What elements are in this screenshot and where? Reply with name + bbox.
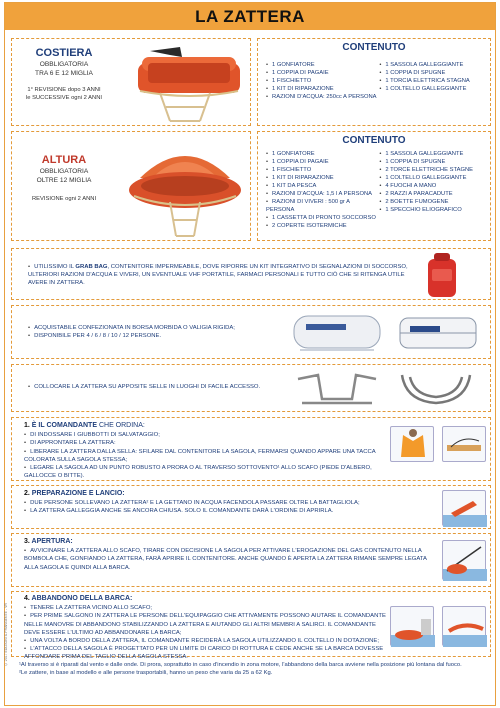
altura-contenuto-col2 [379,150,484,230]
altura-contenuto-item: • 2 TORCE ELETTRICHE STAGNE [379,166,484,174]
step4-item: • TENERE LA ZATTERA VICINO ALLO SCAFO; [24,604,390,612]
page-title: LA ZATTERA [195,6,305,26]
step4-title: ABBANDONO DELLA BARCA: [31,595,133,602]
costiera-contenuto-item: • 1 TORCIA ELETTRICA STAGNA [379,77,484,85]
altura-contenuto-item: • 1 COPPIA DI PAGAIE [266,158,379,166]
costiera-contenuto-item: • 1 COLTELLO GALLEGGIANTE [379,85,484,93]
selle-box [11,364,491,412]
step4-list [24,604,390,661]
costiera-contenuto-item: • RAZIONI D'ACQUA: 250cc A PERSONA [266,93,379,101]
altura-contenuto-item: • 1 SPECCHIO ELIOGRAFICO [379,206,484,214]
grab-bag-icon [422,251,462,299]
altura-box [11,131,251,241]
altura-contenuto-item: • 1 KIT DA PESCA [266,182,379,190]
costiera-contenuto-box [257,38,491,126]
altura-contenuto-item: • RAZIONI D'ACQUA: 1,5 l A PERSONA [266,190,379,198]
costiera-contenuto-item: • 1 FISCHIETTO [266,77,379,85]
altura-contenuto-item: • 1 CASSETTA DI PRONTO SOCCORSO [266,214,379,222]
costiera-note1: 1° REVISIONE dopo 3 ANNI [27,87,101,93]
step1-item: • DI INDOSSARE I GIUBBOTTI DI SALVATAGGIO; [24,431,384,439]
altura-contenuto-box [257,131,491,241]
step1-list [24,431,384,480]
costiera-contenuto-item: • 1 COPPIA DI SPUGNE [379,69,484,77]
borsa-text [28,324,268,340]
footnote-1: ¹Al traverso si è riparati dal vento e dalle onde. Di prora, soprattutto in caso d'incendio in zona motore, l'abbandono della barca avviene nella posizione più lontana dal fuoco. [19,662,462,668]
altura-line1: OBBLIGATORIA [39,168,89,175]
step3-title: APERTURA: [31,538,73,545]
altura-contenuto-item: • 1 COPPIA DI SPUGNE [379,158,484,166]
step1-item: • LEGARE LA SAGOLA AD UN PUNTO ROBUSTO A PRORA O AL TRAVERSO SOTTOVENTO¹ ALLO SCAFO (PIEDE D'ALBERO, GALLOCCE O BITTE). [24,464,384,480]
costiera-line1: OBBLIGATORIA [39,61,89,68]
altura-contenuto-item: • 1 KIT DI RIPARAZIONE [266,174,379,182]
borsa-line1: • ACQUISTABILE CONFEZIONATA IN BORSA MORBIDA O VALIGIA RIGIDA; [28,324,268,332]
altura-contenuto-item: • 1 FISCHIETTO [266,166,379,174]
altura-contenuto-col1 [266,150,379,230]
step3-box [11,533,491,587]
step1-item: • LIBERARE LA ZATTERA DALLA SELLA: SFILARE DAL CONTENITORE LA SAGOLA, FERMARSI QUANDO APPARE UNA TACCA COLORATA SULLA SAGOLA STESSA; [24,448,384,464]
step3-item: • AVVICINARE LA ZATTERA ALLO SCAFO, TIRARE CON DECISIONE LA SAGOLA PER ATTIVARE L'EROGAZIONE DEL GAS CONTENUTO NELLA BOMBOLA CHE, GONFIANDO LA ZATTERA, FARÀ APRIRE IL CONTENITORE. ANCHE QUANDO È APERTA LA ZATTERA RIMANE SEMPRE LEGATA ALLA SAGOLA E QUINDI ALLA BARCA. [24,547,434,572]
grabbag-bold: GRAB BAG [75,264,108,270]
altura-contenuto-item: • 2 BOETTE FUMOGENE [379,198,484,206]
step2-list [24,499,434,515]
borsa-box [11,305,491,359]
altura-line2: OLTRE 12 MIGLIA [36,177,92,184]
costiera-line2: TRA 6 E 12 MIGLIA [35,70,93,77]
step1-item: • DI APPRONTARE LA ZATTERA: [24,439,384,447]
step1-text: 1. È IL COMANDANTE CHE ORDINA: • DI INDOSSARE I GIUBBOTTI DI SALVATAGGIO; • DI APPRONTARE LA ZATTERA: • LIBERARE LA ZATTERA DALLA SELLA: SFILARE DAL CONTENITORE LA SAGOLA, FERMARSI QUANDO APPARE UNA TACCA COLORATA SULLA SAGOLA STESSA; • LEGARE LA SAGOLA AD UN PUNTO ROBUSTO A PRORA O AL TRAVERSO SOTTOVENTO¹ ALLO SCAFO (PIEDE D'ALBERO, GALLOCCE O BITTE). [24,422,384,480]
opening-image [442,540,486,580]
step4-item: • UNA VOLTA A BORDO DELLA ZATTERA, IL COMANDANTE RECIDERÀ LA SAGOLA UTILIZZANDO IL COLTELLO IN DOTAZIONE; [24,637,390,645]
costiera-label [14,47,114,102]
step3-text: 3. APERTURA: • AVVICINARE LA ZATTERA ALLO SCAFO, TIRARE CON DECISIONE LA SAGOLA PER ATTIVARE L'EROGAZIONE DEL GAS CONTENUTO NELLA BOMBOLA CHE, GONFIANDO LA ZATTERA, FARÀ APRIRE IL CONTENITORE. ANCHE QUANDO È APERTA LA ZATTERA RIMANE SEMPRE LEGATA ALLA SAGOLA E QUINDI ALLA BARCA. [24,538,434,572]
raft-costiera-image [130,43,248,123]
altura-contenuto-item: • 2 RAZZI A PARACADUTE [379,190,484,198]
costiera-contenuto-col1 [266,61,379,101]
step2-item: • LA ZATTERA GALLEGGIA ANCHE SE ANCORA CHIUSA. SOLO IL COMANDANTE DARÀ L'ORDINE DI APRIRLA. [24,507,434,515]
altura-contenuto-item: • 4 FUOCHI A MANO [379,182,484,190]
step2-item: • DUE PERSONE SOLLEVANO LA ZATTERA² E LA GETTANO IN ACQUA FACENDOLA PASSARE OLTRE LA BATTAGLIOLA; [24,499,434,507]
side-credit: © 2017 EDIZIONI IL FRANGENTE - VR [4,603,8,667]
costiera-box [11,38,251,126]
footnotes [19,661,489,677]
costiera-contenuto-item: • 1 GONFIATORE [266,61,379,69]
title-bar [5,3,495,30]
costiera-contenuto-col2 [379,61,484,101]
altura-contenuto-item: • RAZIONI DI VIVERI : 500 gr A PERSONA [266,198,379,214]
altura-contenuto-item: • 1 GONFIATORE [266,150,379,158]
costiera-name: COSTIERA [35,47,93,59]
costiera-note2: le SUCCESSIVE ogni 2 ANNI [25,95,103,101]
rigid-case-icon [396,310,480,356]
altura-label [14,154,114,203]
soft-bag-icon [290,310,384,356]
costiera-contenuto-item: • 1 KIT DI RIPARAZIONE [266,85,379,93]
altura-contenuto-item: • 1 COLTELLO GALLEGGIANTE [379,174,484,182]
step4-item: • PER PRIME SALGONO IN ZATTERA LE PERSONE DELL'EQUIPAGGIO CHE ATTIVAMENTE POSSONO AIUTARE IL COMANDANTE NELLE MANOVRE DI ABBANDONO STABILIZZANDO LA ZATTERA E AIUTANDO GLI ALTRI MEMBRI A SALIRCI. IL COMANDANTE DEVE ESSERE L'ULTIMO AD ABBANDONARE LA BARCA; [24,612,390,637]
grabbag-text: • UTILISSIMO IL GRAB BAG, CONTENITORE IMPERMEABILE, DOVE RIPORRE UN KIT INTEGRATIVO DI SEGNALAZIONI DI SOCCORSO, ULTERIORI RAZIONI D'ACQUA E VIVERI, UN EVENTUALE VHF PORTATILE, FARMACI PERSONALI E TUTTO CIÒ CHE SI RITENGA UTILE AVERE IN ZATTERA. [28,263,408,288]
step2-text: 2. PREPARAZIONE E LANCIO: • DUE PERSONE SOLLEVANO LA ZATTERA² E LA GETTANO IN ACQUA FACENDOLA PASSARE OLTRE LA BATTAGLIOLA; • LA ZATTERA GALLEGGIA ANCHE SE ANCORA CHIUSA. SOLO IL COMANDANTE DARÀ L'ORDINE DI APRIRLA. [24,490,434,516]
step2-title: PREPARAZIONE E LANCIO: [31,490,125,497]
costiera-contenuto-item: • 1 COPPIA DI PAGAIE [266,69,379,77]
life-jacket-image [390,426,434,462]
borsa-line2: • DISPONIBILE PER 4 / 6 / 8 / 10 / 12 PERSONE. [28,332,268,340]
footnote-2: ²Le zattere, in base al modello e alle persone trasportabili, hanno un peso che varia da 25 a 62 Kg. [19,670,273,676]
altura-contenuto-title: CONTENUTO [342,135,406,146]
step1-box [11,417,491,481]
costiera-contenuto-title: CONTENUTO [342,42,406,53]
tie-line-image [442,426,486,462]
raft-altura-image [122,138,248,238]
altura-name: ALTURA [41,154,87,166]
altura-contenuto-item: • 1 SASSOLA GALLEGGIANTE [379,150,484,158]
launch-image [442,490,486,526]
step4-item: • L'ATTACCO DELLA SAGOLA È PROGETTATO PER UN LIMITE DI CARICO DI ROTTURA E CEDE ANCHE SE LA BARCA DOVESSE AFFONDARE PRIMA DEL TAGLIO DELLA SAGOLA STESSA. [24,645,390,661]
cut-line-image [442,606,486,646]
cradle-icon-1 [292,369,382,409]
altura-note1: REVISIONE ogni 2 ANNI [31,196,97,202]
step3-list [24,547,434,572]
step1-title: È IL COMANDANTE [31,422,98,429]
poster [4,2,496,706]
step2-box [11,485,491,529]
selle-line1: • COLLOCARE LA ZATTERA SU APPOSITE SELLE IN LUOGHI DI FACILE ACCESSO. [28,383,308,391]
grabbag-box [11,248,491,300]
step4-box [11,591,491,661]
step4-text: 4. ABBANDONO DELLA BARCA: • TENERE LA ZATTERA VICINO ALLO SCAFO; • PER PRIME SALGONO IN ZATTERA LE PERSONE DELL'EQUIPAGGIO CHE ATTIVAMENTE POSSONO AIUTARE IL COMANDANTE NELLE MANOVRE DI ABBANDONO STABILIZZANDO LA ZATTERA E AIUTANDO GLI ALTRI MEMBRI A SALIRCI. IL COMANDANTE DEVE ESSERE L'ULTIMO AD ABBANDONARE LA BARCA; • UNA VOLTA A BORDO DELLA ZATTERA, IL COMANDANTE RECIDERÀ LA SAGOLA UTILIZZANDO IL COLTELLO IN DOTAZIONE; • L'ATTACCO DELLA SAGOLA È PROGETTATO PER UN LIMITE DI CARICO DI ROTTURA E CEDE ANCHE SE LA BARCA DOVESSE AFFONDARE PRIMA DEL TAGLIO DELLA SAGOLA STESSA. [24,595,390,662]
boarding-image [390,606,434,646]
altura-contenuto-item: • 2 COPERTE ISOTERMICHE [266,222,379,230]
costiera-contenuto-item: • 1 SASSOLA GALLEGGIANTE [379,61,484,69]
selle-text [28,383,308,391]
cradle-icon-2 [396,367,476,411]
